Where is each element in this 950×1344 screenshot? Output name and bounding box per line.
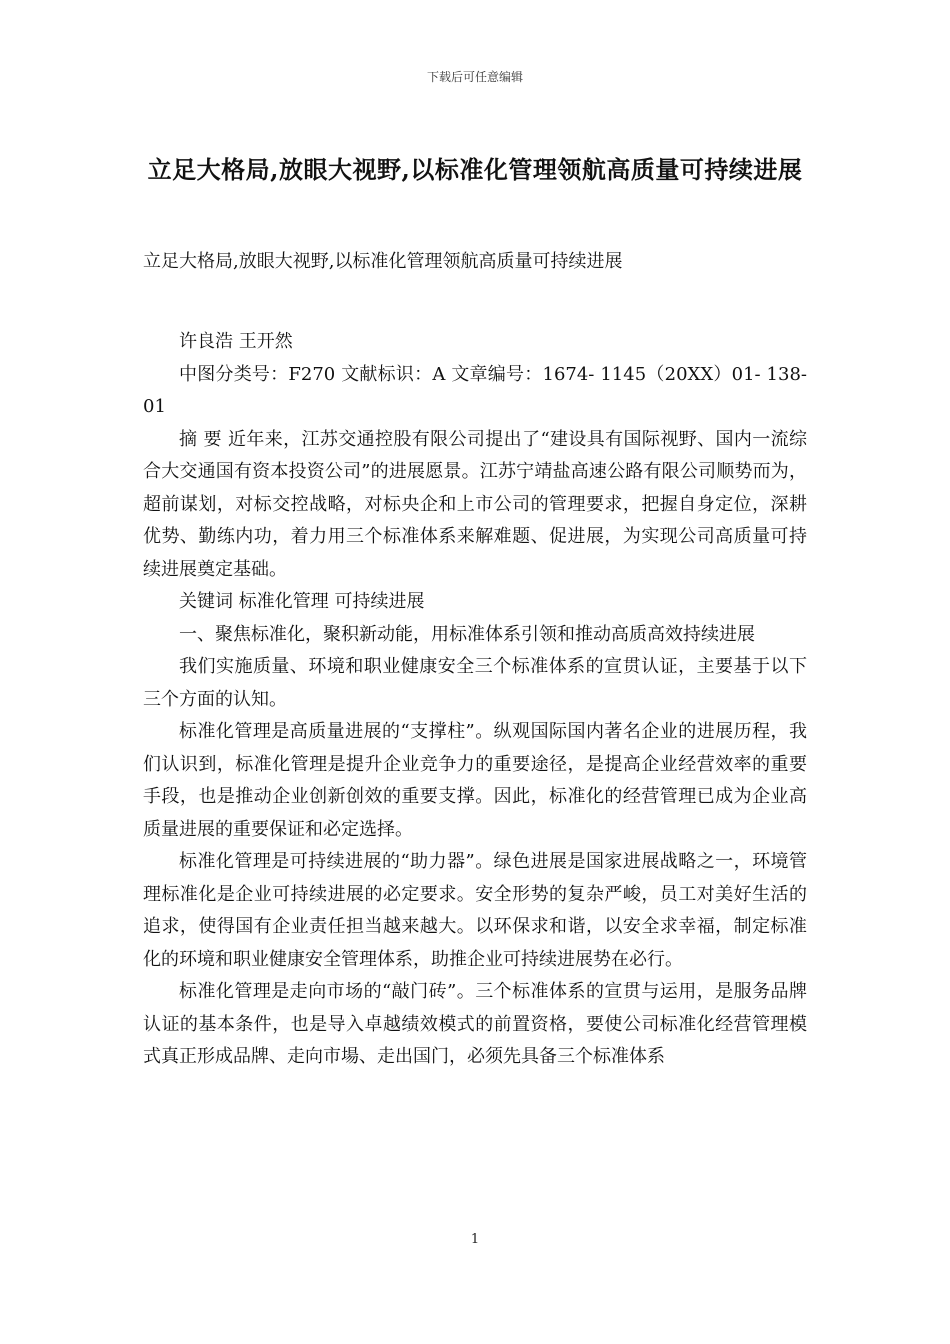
paragraph: 我们实施质量、环境和职业健康安全三个标准体系的宣贯认证，主要基于以下三个方面的认知。 — [143, 656, 807, 710]
paragraph: 标准化管理是高质量进展的“支撑柱”。纵观国际国内著名企业的进展历程，我们认识到，标准化管理是提升企业竞争力的重要途径，是提高企业经营效率的重要手段，也是推动企业创新创效的重要支撑。因此，标准化的经营管理已成为企业高质量进展的重要保证和必定选择。 — [143, 721, 807, 840]
paragraph: 标准化管理是走向市场的“敲门砖”。三个标准体系的宣贯与运用，是服务品牌认证的基本条件，也是导入卓越绩效模式的前置资格，要使公司标准化经营管理模式真正形成品牌、走向市場、走出国门，必须先具备三个标准体系 — [143, 981, 807, 1067]
paragraph: 标准化管理是可持续进展的“助力器”。绿色进展是国家进展战略之一，环境管理标准化是企业可持续进展的必定要求。安全形势的复杂严峻，员工对美好生活的追求，使得国有企业责任担当越来越大。以环保求和谐，以安全求幸福，制定标准化的环境和职业健康安全管理体系，助推企业可持续进展势在必行。 — [143, 851, 807, 970]
section-heading: 一、聚焦标准化，聚积新动能，用标准体系引领和推动高质高效持续进展 — [179, 623, 755, 645]
subtitle: 立足大格局,放眼大视野,以标准化管理领航高质量可持续进展 — [143, 251, 623, 272]
document-body — [143, 326, 807, 1074]
abstract: 摘 要 近年来，江苏交通控股有限公司提出了“建设具有国际视野、国内一流综合大交通国有资本投资公司”的进展愿景。江苏宁靖盐高速公路有限公司顺势而为，超前谋划，对标交控战略，对标央企和上市公司的管理要求，把握自身定位，深耕优势、勤练内功，着力用三个标准体系来解难题、促进展，为实现公司高质量可持续进展奠定基础。 — [143, 428, 807, 580]
classification-line: 中图分类号：F270 文献标识：A 文章编号：1674- 1145（20XX）01- 138-01 — [143, 363, 807, 417]
page-number: 1 — [470, 1232, 480, 1247]
keywords: 关键词 标准化管理 可持续进展 — [179, 591, 425, 612]
header-note: 下载后可任意编辑 — [426, 70, 523, 84]
authors: 许良浩 王开然 — [179, 331, 293, 352]
page-title: 立足大格局,放眼大视野,以标准化管理领航高质量可持续进展 — [147, 155, 803, 184]
